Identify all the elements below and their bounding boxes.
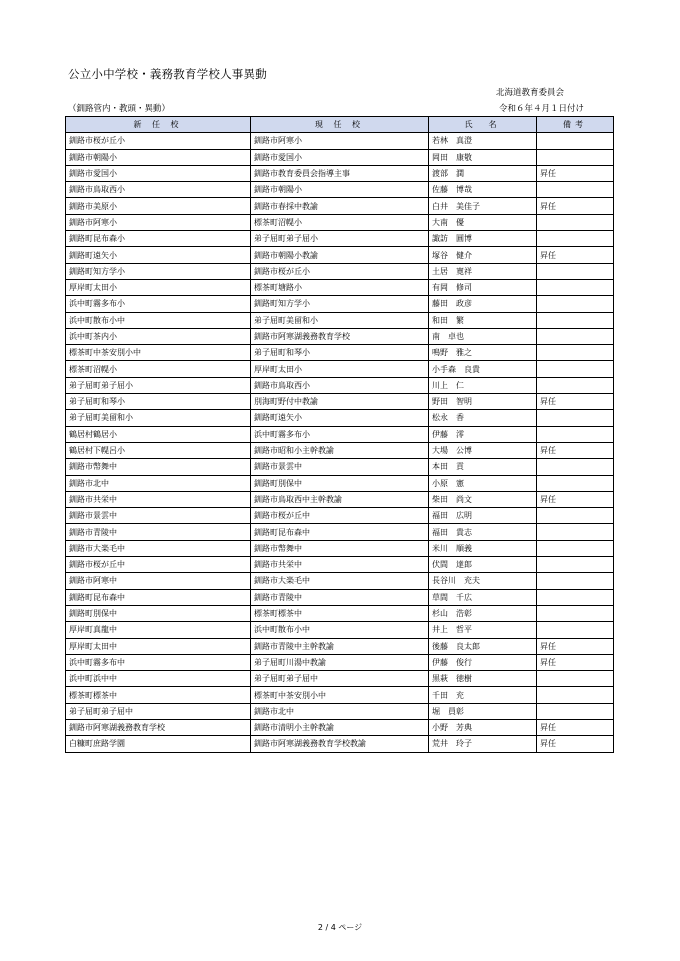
- new-school-cell: 釧路市阿寒湖義務教育学校: [66, 719, 251, 735]
- remarks-cell: [537, 671, 614, 687]
- table-row: [66, 279, 614, 295]
- table-row: [66, 736, 614, 752]
- name-cell: 川上 仁: [429, 377, 537, 393]
- name-cell: 井上 哲平: [429, 622, 537, 638]
- remarks-cell: 昇任: [537, 247, 614, 263]
- table-row: [66, 540, 614, 556]
- current-school-cell: 釧路町知方学小: [251, 296, 429, 312]
- current-school-cell: 釧路市幣舞中: [251, 540, 429, 556]
- current-school-cell: 標茶町塘路小: [251, 279, 429, 295]
- name-cell: 小原 憲: [429, 475, 537, 491]
- table-row: [66, 442, 614, 458]
- name-cell: 福田 広明: [429, 508, 537, 524]
- table-row: [66, 605, 614, 621]
- table-row: [66, 231, 614, 247]
- document-title: 公立小中学校・義務教育学校人事異動: [68, 67, 267, 81]
- name-cell: 白井 美佳子: [429, 198, 537, 214]
- remarks-cell: [537, 605, 614, 621]
- column-header-current-school: 現 任 校: [251, 117, 429, 133]
- table-row: [66, 654, 614, 670]
- name-cell: 佐藤 博哉: [429, 182, 537, 198]
- current-school-cell: 釧路市昭和小主幹教諭: [251, 442, 429, 458]
- table-row: [66, 557, 614, 573]
- current-school-cell: 釧路市朝陽小教諭: [251, 247, 429, 263]
- new-school-cell: 釧路市大楽毛中: [66, 540, 251, 556]
- new-school-cell: 白糠町庶路学園: [66, 736, 251, 752]
- name-cell: 草間 千広: [429, 589, 537, 605]
- name-cell: 藤田 政彦: [429, 296, 537, 312]
- new-school-cell: 弟子屈町弟子屈小: [66, 377, 251, 393]
- new-school-cell: 釧路町知方学小: [66, 263, 251, 279]
- name-cell: 本田 貢: [429, 459, 537, 475]
- current-school-cell: 釧路市阿寒湖義務教育学校教諭: [251, 736, 429, 752]
- name-cell: 伏間 達郎: [429, 557, 537, 573]
- remarks-cell: [537, 410, 614, 426]
- column-header-remarks: 備考: [537, 117, 614, 133]
- name-cell: 有岡 修司: [429, 279, 537, 295]
- new-school-cell: 鶴居村下幌呂小: [66, 442, 251, 458]
- remarks-cell: 昇任: [537, 165, 614, 181]
- column-header-name: 氏 名: [429, 117, 537, 133]
- remarks-cell: [537, 231, 614, 247]
- new-school-cell: 釧路市阿寒小: [66, 214, 251, 230]
- personnel-table: [65, 116, 614, 753]
- remarks-cell: 昇任: [537, 654, 614, 670]
- current-school-cell: 釧路市清明小主幹教諭: [251, 719, 429, 735]
- table-row: [66, 165, 614, 181]
- name-cell: 南 卓也: [429, 328, 537, 344]
- remarks-cell: 昇任: [537, 198, 614, 214]
- name-cell: 塚谷 健介: [429, 247, 537, 263]
- table-row: [66, 459, 614, 475]
- remarks-cell: [537, 361, 614, 377]
- column-header-new-school: 新 任 校: [66, 117, 251, 133]
- remarks-cell: 昇任: [537, 736, 614, 752]
- name-cell: 小手森 良貴: [429, 361, 537, 377]
- remarks-cell: 昇任: [537, 491, 614, 507]
- new-school-cell: 釧路町昆布森中: [66, 589, 251, 605]
- current-school-cell: 弟子屈町和琴小: [251, 345, 429, 361]
- remarks-cell: 昇任: [537, 442, 614, 458]
- new-school-cell: 標茶町沼幌小: [66, 361, 251, 377]
- subtitle: （釧路管内・教頭・異動）: [68, 104, 171, 114]
- table-row: [66, 410, 614, 426]
- current-school-cell: 浜中町霧多布小: [251, 426, 429, 442]
- current-school-cell: 弟子屈町弟子屈小: [251, 231, 429, 247]
- remarks-cell: [537, 279, 614, 295]
- new-school-cell: 釧路市美原小: [66, 198, 251, 214]
- new-school-cell: 浜中町霧多布小: [66, 296, 251, 312]
- new-school-cell: 釧路市鳥取西小: [66, 182, 251, 198]
- current-school-cell: 釧路市朝陽小: [251, 182, 429, 198]
- remarks-cell: [537, 703, 614, 719]
- name-cell: 松永 香: [429, 410, 537, 426]
- new-school-cell: 弟子屈町美留和小: [66, 410, 251, 426]
- remarks-cell: [537, 214, 614, 230]
- new-school-cell: 標茶町標茶中: [66, 687, 251, 703]
- name-cell: 米川 順義: [429, 540, 537, 556]
- table-row: [66, 296, 614, 312]
- table-row: [66, 312, 614, 328]
- current-school-cell: 釧路市愛国小: [251, 149, 429, 165]
- current-school-cell: 釧路市青陵中: [251, 589, 429, 605]
- current-school-cell: 釧路市鳥取西中主幹教諭: [251, 491, 429, 507]
- remarks-cell: [537, 508, 614, 524]
- current-school-cell: 釧路市教育委員会指導主事: [251, 165, 429, 181]
- remarks-cell: [537, 263, 614, 279]
- name-cell: 和田 繁: [429, 312, 537, 328]
- new-school-cell: 釧路市景雲中: [66, 508, 251, 524]
- new-school-cell: 浜中町霧多布中: [66, 654, 251, 670]
- new-school-cell: 標茶町中茶安別小中: [66, 345, 251, 361]
- name-cell: 伊藤 俊行: [429, 654, 537, 670]
- current-school-cell: 釧路市阿寒湖義務教育学校: [251, 328, 429, 344]
- current-school-cell: 釧路市桜が丘中: [251, 508, 429, 524]
- current-school-cell: 弟子屈町川湯中教諭: [251, 654, 429, 670]
- table-row: [66, 622, 614, 638]
- name-cell: 大場 公博: [429, 442, 537, 458]
- table-row: [66, 671, 614, 687]
- new-school-cell: 弟子屈町和琴小: [66, 394, 251, 410]
- name-cell: 千田 充: [429, 687, 537, 703]
- remarks-cell: [537, 687, 614, 703]
- current-school-cell: 釧路市共栄中: [251, 557, 429, 573]
- table-row: [66, 214, 614, 230]
- name-cell: 長谷川 充夫: [429, 573, 537, 589]
- table-row: [66, 394, 614, 410]
- table-row: [66, 573, 614, 589]
- table-row: [66, 377, 614, 393]
- new-school-cell: 釧路町遠矢小: [66, 247, 251, 263]
- name-cell: 鳴野 雅之: [429, 345, 537, 361]
- table-row: [66, 703, 614, 719]
- table-row: [66, 149, 614, 165]
- issuer: 北海道教育委員会: [495, 88, 564, 98]
- name-cell: 柴田 尚文: [429, 491, 537, 507]
- new-school-cell: 厚岸町太田小: [66, 279, 251, 295]
- new-school-cell: 釧路市幣舞中: [66, 459, 251, 475]
- current-school-cell: 釧路町昆布森中: [251, 524, 429, 540]
- name-cell: 福田 貴志: [429, 524, 537, 540]
- remarks-cell: [537, 149, 614, 165]
- new-school-cell: 釧路市阿寒中: [66, 573, 251, 589]
- new-school-cell: 釧路市北中: [66, 475, 251, 491]
- current-school-cell: 標茶町沼幌小: [251, 214, 429, 230]
- name-cell: 諏訪 圓博: [429, 231, 537, 247]
- remarks-cell: [537, 589, 614, 605]
- new-school-cell: 厚岸町真龍中: [66, 622, 251, 638]
- current-school-cell: 釧路町遠矢小: [251, 410, 429, 426]
- current-school-cell: 厚岸町太田小: [251, 361, 429, 377]
- current-school-cell: 弟子屈町弟子屈中: [251, 671, 429, 687]
- remarks-cell: [537, 426, 614, 442]
- new-school-cell: 釧路市桜が丘小: [66, 133, 251, 149]
- current-school-cell: 釧路市阿寒小: [251, 133, 429, 149]
- remarks-cell: [537, 573, 614, 589]
- name-cell: 伊藤 澪: [429, 426, 537, 442]
- name-cell: 大南 優: [429, 214, 537, 230]
- remarks-cell: [537, 182, 614, 198]
- remarks-cell: [537, 345, 614, 361]
- name-cell: 堀 員彰: [429, 703, 537, 719]
- table-row: [66, 524, 614, 540]
- new-school-cell: 浜中町浜中中: [66, 671, 251, 687]
- table-row: [66, 247, 614, 263]
- current-school-cell: 浜中町散布小中: [251, 622, 429, 638]
- remarks-cell: [537, 622, 614, 638]
- table-row: [66, 182, 614, 198]
- current-school-cell: 別海町野付中教諭: [251, 394, 429, 410]
- remarks-cell: [537, 459, 614, 475]
- new-school-cell: 弟子屈町弟子屈中: [66, 703, 251, 719]
- table-row: [66, 638, 614, 654]
- page-number: 2 / 4 ページ: [317, 923, 363, 932]
- new-school-cell: 釧路市愛国小: [66, 165, 251, 181]
- current-school-cell: 釧路市春採中教諭: [251, 198, 429, 214]
- table-row: [66, 328, 614, 344]
- new-school-cell: 浜中町散布小中: [66, 312, 251, 328]
- table-row: [66, 361, 614, 377]
- table-row: [66, 719, 614, 735]
- current-school-cell: 釧路市大楽毛中: [251, 573, 429, 589]
- name-cell: 土居 寛祥: [429, 263, 537, 279]
- name-cell: 小野 芳典: [429, 719, 537, 735]
- table-row: [66, 589, 614, 605]
- current-school-cell: 釧路市青陵中主幹教諭: [251, 638, 429, 654]
- table-row: [66, 687, 614, 703]
- current-school-cell: 釧路市景雲中: [251, 459, 429, 475]
- new-school-cell: 釧路市朝陽小: [66, 149, 251, 165]
- new-school-cell: 浜中町茶内小: [66, 328, 251, 344]
- remarks-cell: [537, 524, 614, 540]
- effective-date: 令和６年４月１日付け: [498, 104, 584, 114]
- remarks-cell: [537, 557, 614, 573]
- table-row: [66, 508, 614, 524]
- current-school-cell: 標茶町標茶中: [251, 605, 429, 621]
- table-row: [66, 198, 614, 214]
- table-header-row: [66, 117, 614, 133]
- remarks-cell: [537, 540, 614, 556]
- current-school-cell: 釧路市北中: [251, 703, 429, 719]
- remarks-cell: 昇任: [537, 394, 614, 410]
- name-cell: 岡田 康敬: [429, 149, 537, 165]
- remarks-cell: [537, 475, 614, 491]
- new-school-cell: 釧路町別保中: [66, 605, 251, 621]
- current-school-cell: 弟子屈町美留和小: [251, 312, 429, 328]
- table-row: [66, 475, 614, 491]
- name-cell: 後藤 良太郎: [429, 638, 537, 654]
- new-school-cell: 釧路市桜が丘中: [66, 557, 251, 573]
- new-school-cell: 釧路市共栄中: [66, 491, 251, 507]
- remarks-cell: 昇任: [537, 638, 614, 654]
- name-cell: 若林 真澄: [429, 133, 537, 149]
- table-row: [66, 133, 614, 149]
- current-school-cell: 標茶町中茶安別小中: [251, 687, 429, 703]
- table-body: [66, 133, 614, 752]
- current-school-cell: 釧路市桜が丘小: [251, 263, 429, 279]
- name-cell: 杉山 浩彰: [429, 605, 537, 621]
- remarks-cell: 昇任: [537, 719, 614, 735]
- name-cell: 黒萩 徳樹: [429, 671, 537, 687]
- new-school-cell: 厚岸町太田中: [66, 638, 251, 654]
- remarks-cell: [537, 296, 614, 312]
- new-school-cell: 釧路町昆布森小: [66, 231, 251, 247]
- table-row: [66, 345, 614, 361]
- table-row: [66, 491, 614, 507]
- name-cell: 荒井 玲子: [429, 736, 537, 752]
- remarks-cell: [537, 312, 614, 328]
- table-row: [66, 426, 614, 442]
- remarks-cell: [537, 377, 614, 393]
- table-row: [66, 263, 614, 279]
- new-school-cell: 鶴居村鶴居小: [66, 426, 251, 442]
- remarks-cell: [537, 133, 614, 149]
- name-cell: 渡部 潤: [429, 165, 537, 181]
- current-school-cell: 釧路市鳥取西小: [251, 377, 429, 393]
- new-school-cell: 釧路市青陵中: [66, 524, 251, 540]
- current-school-cell: 釧路町別保中: [251, 475, 429, 491]
- remarks-cell: [537, 328, 614, 344]
- name-cell: 野田 智明: [429, 394, 537, 410]
